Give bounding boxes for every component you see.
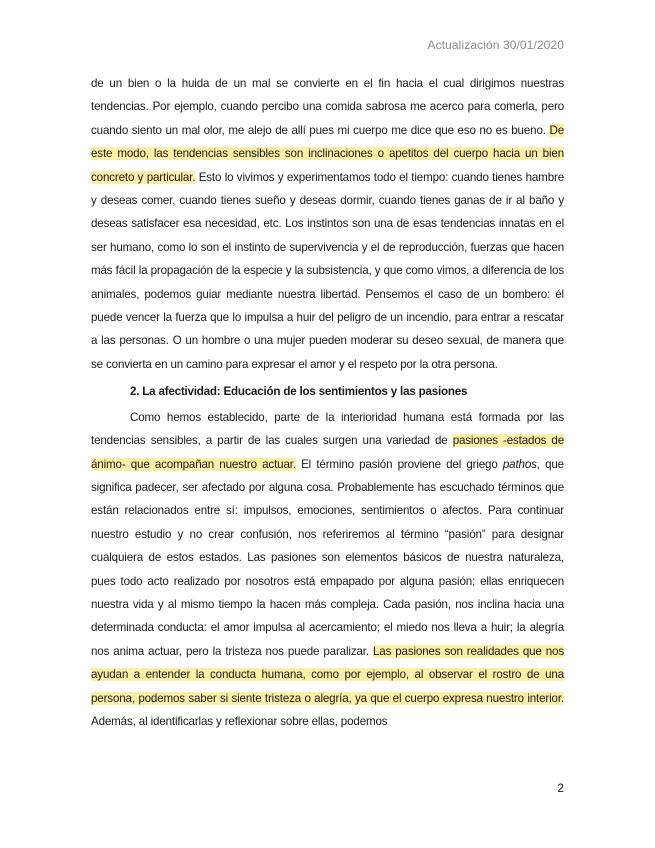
page-number: 2 <box>557 782 564 795</box>
italic-term: pathos <box>502 457 537 471</box>
paragraph-pasiones <box>91 406 564 734</box>
highlighted-text: Las pasiones son realidades que nos ayudan a entender la conducta humana, como por ejemplo, al observar el rostro de una persona, podemos saber si siente tristeza o alegría, ya que el cuerpo expresa nuestro interior. <box>91 644 564 705</box>
paragraph-text: , que significa padecer, ser afectado por alguna cosa. Probablemente has escuchado términos que están relacionados entre sí: impulsos, emociones, sentimientos o afectos. Para continuar nuestro estudio y no crear confusión, nos referiremos al término “pasión” para designar cualquiera de estos estados. Las pasiones son elementos básicos de nuestra naturaleza, pues todo acto realizado por nosotros está empapado por alguna pasión; ellas enriquecen nuestra vida y al mismo tiempo la hacen más compleja. Cada pasión, nos inclina hacia una determinada conducta: el amor impulsa al acercamiento; el miedo nos lleva a huir; la alegría nos anima actuar, pero la tristeza nos puede paralizar. <box>91 457 564 658</box>
paragraph-text: Como hemos establecido, parte de la interioridad humana está formada por las tendencias sensibles, a partir de las cuales surgen una variedad de <box>91 410 564 448</box>
paragraph-tendencias <box>91 72 564 376</box>
highlighted-text: De este modo, las tendencias sensibles son inclinaciones o apetitos del cuerpo hacia un bien concreto y particular. <box>91 123 564 184</box>
document-body <box>91 72 564 733</box>
paragraph-text: El término pasión proviene del griego <box>295 457 503 471</box>
update-date-header: Actualización 30/01/2020 <box>427 38 564 52</box>
paragraph-text: de un bien o la huida de un mal se convierte en el fin hacia el cual dirigimos nuestras tendencias. Por ejemplo, cuando percibo una comida sabrosa me acerco para comerla, pero cuando siento un mal olor, me alejo de allí pues mi cuerpo me dice que eso no es bueno. <box>91 77 564 137</box>
paragraph-text: Además, al identificarlas y reflexionar sobre ellas, podemos <box>91 714 388 728</box>
highlighted-text: pasiones -estados de ánimo- que acompañan nuestro actuar. <box>91 434 565 471</box>
section-heading: 2. La afectividad: Educación de los sentimientos y las pasiones <box>130 385 468 399</box>
paragraph-text: Esto lo vivimos y experimentamos todo el tiempo: cuando tienes hambre y deseas comer, cuando tienes sueño y deseas dormir, cuando tienes ganas de ir al baño y deseas satisfacer esa necesidad, etc. Los instintos son una de esas tendencias innatas en el ser humano, como lo son el instinto de supervivencia y el de reproducción, fuerzas que hacen más fácil la propagación de la especie y la subsistencia, y que como vimos, a diferencia de los animales, podemos guiar mediante nuestra libertad. Pensemos el caso de un bombero: él puede vencer la fuerza que lo impulsa a huir del peligro de un incendio, para entrar a rescatar a las personas. O un hombre o una mujer pueden moderar su deseo sexual, de manera que se convierta en un camino para expresar el amor y el respeto por la otra persona. <box>91 170 564 371</box>
